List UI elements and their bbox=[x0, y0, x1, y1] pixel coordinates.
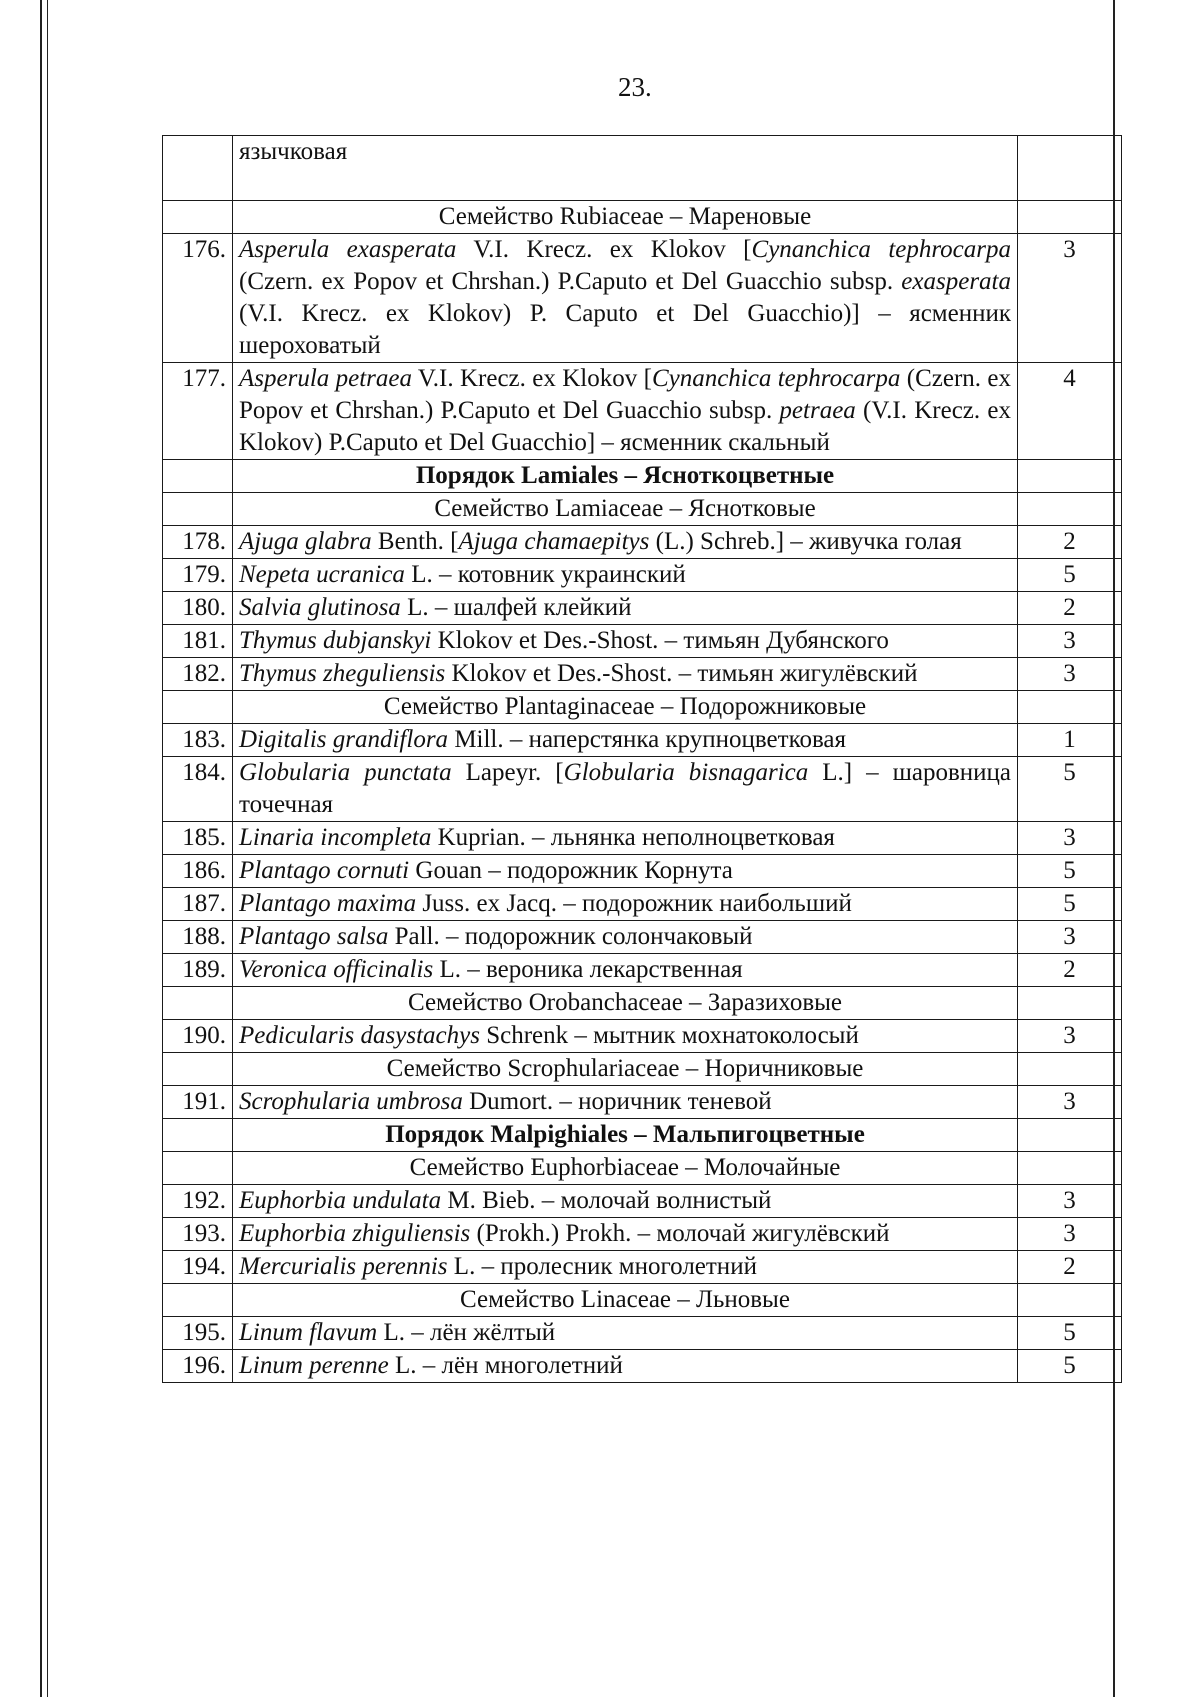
species-text: (V.I. Krecz. ex Klokov) P. Caputo et Del Guacchio)] – ясменник шероховатый bbox=[239, 300, 1011, 359]
species-text: V.I. Krecz. ex Klokov [ bbox=[412, 365, 652, 392]
rarity-category: 5 bbox=[1018, 1350, 1122, 1383]
species-text: (Czern. ex Popov et Chrshan.) P.Caputo et Del Guacchio subsp. bbox=[239, 268, 902, 295]
species-text: L. – котовник украинский bbox=[404, 561, 686, 588]
species-name bbox=[233, 658, 1018, 691]
species-text: V.I. Krecz. ex Klokov [ bbox=[456, 236, 752, 263]
table-row-species bbox=[163, 888, 1122, 921]
family-heading: Семейство Rubiaceae – Мареновые bbox=[233, 201, 1018, 234]
latin-name: Plantago cornuti bbox=[239, 857, 410, 884]
family-heading: Семейство Linaceae – Льновые bbox=[233, 1284, 1018, 1317]
species-number: 179. bbox=[163, 559, 233, 592]
latin-name: Nepeta ucranica bbox=[239, 561, 405, 588]
species-number: 192. bbox=[163, 1185, 233, 1218]
latin-name: Plantago maxima bbox=[239, 890, 417, 917]
rarity-category: 3 bbox=[1018, 1218, 1122, 1251]
latin-name: Cynanchica tephrocarpa bbox=[751, 236, 1012, 263]
order-heading: Порядок Malpighiales – Мальпигоцветные bbox=[233, 1119, 1018, 1152]
species-name bbox=[233, 1350, 1018, 1383]
species-text: L. – лён многолетний bbox=[388, 1352, 623, 1379]
num-cell bbox=[163, 201, 233, 234]
num-cell bbox=[163, 691, 233, 724]
table-row-species bbox=[163, 1185, 1122, 1218]
rarity-category: 3 bbox=[1018, 625, 1122, 658]
rarity-category: 5 bbox=[1018, 888, 1122, 921]
species-number: 193. bbox=[163, 1218, 233, 1251]
species-name bbox=[233, 526, 1018, 559]
latin-name: Thymus dubjanskyi bbox=[239, 627, 432, 654]
num-cell bbox=[163, 460, 233, 493]
category-cell bbox=[1018, 1284, 1122, 1317]
species-name bbox=[233, 1086, 1018, 1119]
species-text: M. Bieb. – молочай волнистый bbox=[441, 1187, 772, 1214]
table-row-species bbox=[163, 724, 1122, 757]
rarity-category: 3 bbox=[1018, 658, 1122, 691]
family-heading: Семейство Lamiaceae – Яснотковые bbox=[233, 493, 1018, 526]
latin-name: petraea bbox=[779, 397, 856, 424]
species-text: Pall. – подорожник солончаковый bbox=[388, 923, 753, 950]
latin-name: Veronica officinalis bbox=[239, 956, 434, 983]
latin-name: Ajuga chamaepitys bbox=[458, 528, 650, 555]
species-table bbox=[162, 135, 1122, 1383]
species-number: 194. bbox=[163, 1251, 233, 1284]
table-row-species bbox=[163, 658, 1122, 691]
rarity-category: 2 bbox=[1018, 954, 1122, 987]
rarity-category: 3 bbox=[1018, 1185, 1122, 1218]
num-cell bbox=[163, 136, 233, 201]
species-text: Lapeyr. [ bbox=[451, 759, 564, 786]
order-heading: Порядок Lamiales – Ясноткоцветные bbox=[233, 460, 1018, 493]
table-row-species bbox=[163, 559, 1122, 592]
species-number: 186. bbox=[163, 855, 233, 888]
family-heading: Семейство Scrophulariaceae – Норичниковые bbox=[233, 1053, 1018, 1086]
rarity-category: 5 bbox=[1018, 855, 1122, 888]
species-name bbox=[233, 592, 1018, 625]
table-row-family bbox=[163, 1284, 1122, 1317]
species-number: 176. bbox=[163, 234, 233, 363]
species-text: L.] – шаровница точечная bbox=[239, 759, 1012, 818]
species-number: 195. bbox=[163, 1317, 233, 1350]
table-row-species bbox=[163, 822, 1122, 855]
species-name bbox=[233, 888, 1018, 921]
species-name bbox=[233, 954, 1018, 987]
latin-name: exasperata bbox=[901, 268, 1011, 295]
category-cell bbox=[1018, 1053, 1122, 1086]
latin-name: Euphorbia undulata bbox=[239, 1187, 442, 1214]
num-cell bbox=[163, 1119, 233, 1152]
species-name bbox=[233, 559, 1018, 592]
species-text: Schrenk – мытник мохнатоколосый bbox=[479, 1022, 859, 1049]
species-name bbox=[233, 1218, 1018, 1251]
species-text: Mill. – наперстянка крупноцветковая bbox=[448, 726, 847, 753]
species-number: 182. bbox=[163, 658, 233, 691]
species-number: 187. bbox=[163, 888, 233, 921]
species-text: Dumort. – норичник теневой bbox=[462, 1088, 772, 1115]
rarity-category: 3 bbox=[1018, 1020, 1122, 1053]
num-cell bbox=[163, 1152, 233, 1185]
latin-name: Cynanchica tephrocarpa bbox=[651, 365, 901, 392]
latin-name: Plantago salsa bbox=[239, 923, 389, 950]
table-row-family bbox=[163, 691, 1122, 724]
species-text: Juss. ex Jacq. – подорожник наибольший bbox=[416, 890, 852, 917]
latin-name: Scrophularia umbrosa bbox=[239, 1088, 463, 1115]
species-text: Klokov et Des.-Shost. – тимьян Дубянского bbox=[431, 627, 889, 654]
num-cell bbox=[163, 987, 233, 1020]
species-number: 178. bbox=[163, 526, 233, 559]
table-row-species bbox=[163, 526, 1122, 559]
species-number: 191. bbox=[163, 1086, 233, 1119]
species-name bbox=[233, 1020, 1018, 1053]
species-text: L. – пролесник многолетний bbox=[447, 1253, 757, 1280]
table-row-species bbox=[163, 1218, 1122, 1251]
category-cell bbox=[1018, 136, 1122, 201]
species-text: Kuprian. – льнянка неполноцветковая bbox=[431, 824, 835, 851]
latin-name: Asperula petraea bbox=[239, 365, 413, 392]
table-row-species bbox=[163, 855, 1122, 888]
latin-name: Linum perenne bbox=[239, 1352, 389, 1379]
latin-name: Linaria incompleta bbox=[239, 824, 432, 851]
latin-name: Asperula exasperata bbox=[239, 236, 457, 263]
table-row-species bbox=[163, 954, 1122, 987]
rarity-category: 3 bbox=[1018, 822, 1122, 855]
table-row-family bbox=[163, 201, 1122, 234]
family-heading: Семейство Orobanchaceae – Заразиховые bbox=[233, 987, 1018, 1020]
species-name bbox=[233, 363, 1018, 460]
species-number: 188. bbox=[163, 921, 233, 954]
species-name bbox=[233, 724, 1018, 757]
species-name bbox=[233, 625, 1018, 658]
latin-name: Globularia bisnagarica bbox=[563, 759, 809, 786]
rarity-category: 2 bbox=[1018, 592, 1122, 625]
latin-name: Digitalis grandiflora bbox=[239, 726, 449, 753]
table-row-species bbox=[163, 1020, 1122, 1053]
table-row-species bbox=[163, 921, 1122, 954]
num-cell bbox=[163, 1284, 233, 1317]
table-row-species bbox=[163, 1086, 1122, 1119]
rarity-category: 3 bbox=[1018, 1086, 1122, 1119]
rarity-category: 3 bbox=[1018, 234, 1122, 363]
species-name bbox=[233, 757, 1018, 822]
table-row-family bbox=[163, 1152, 1122, 1185]
table-row-species bbox=[163, 1317, 1122, 1350]
category-cell bbox=[1018, 1152, 1122, 1185]
rarity-category: 2 bbox=[1018, 1251, 1122, 1284]
table-row-species bbox=[163, 757, 1122, 822]
category-cell bbox=[1018, 1119, 1122, 1152]
species-number: 180. bbox=[163, 592, 233, 625]
table-row-family bbox=[163, 987, 1122, 1020]
species-text: L. – лён жёлтый bbox=[377, 1319, 556, 1346]
table-body bbox=[163, 136, 1122, 1383]
rarity-category: 1 bbox=[1018, 724, 1122, 757]
num-cell bbox=[163, 493, 233, 526]
species-text: (L.) Schreb.] – живучка голая bbox=[649, 528, 962, 555]
latin-name: Linum flavum bbox=[239, 1319, 378, 1346]
table-row-continuation bbox=[163, 136, 1122, 201]
species-name bbox=[233, 855, 1018, 888]
rarity-category: 3 bbox=[1018, 921, 1122, 954]
table-row-family bbox=[163, 493, 1122, 526]
rarity-category: 4 bbox=[1018, 363, 1122, 460]
species-name bbox=[233, 234, 1018, 363]
species-text: Klokov et Des.-Shost. – тимьян жигулёвский bbox=[445, 660, 918, 687]
category-cell bbox=[1018, 201, 1122, 234]
scan-edge-line-left bbox=[40, 0, 42, 1697]
latin-name: Pedicularis dasystachys bbox=[239, 1022, 480, 1049]
species-number: 183. bbox=[163, 724, 233, 757]
table-row-family bbox=[163, 1053, 1122, 1086]
table-row-species bbox=[163, 1251, 1122, 1284]
latin-name: Euphorbia zhiguliensis bbox=[239, 1220, 471, 1247]
species-name bbox=[233, 822, 1018, 855]
rarity-category: 5 bbox=[1018, 559, 1122, 592]
species-number: 196. bbox=[163, 1350, 233, 1383]
latin-name: Globularia punctata bbox=[239, 759, 452, 786]
species-text: (V.I. Krecz. ex Klokov) P.Caputo et Del Guacchio] – ясменник скальный bbox=[239, 397, 1011, 456]
table-row-species bbox=[163, 592, 1122, 625]
scan-edge-line-left-inner bbox=[47, 0, 48, 1697]
table-row-order bbox=[163, 460, 1122, 493]
family-heading: Семейство Plantaginaceae – Подорожниковые bbox=[233, 691, 1018, 724]
species-name bbox=[233, 921, 1018, 954]
species-number: 185. bbox=[163, 822, 233, 855]
num-cell bbox=[163, 1053, 233, 1086]
species-text: Gouan – подорожник Корнута bbox=[409, 857, 733, 884]
species-name bbox=[233, 1185, 1018, 1218]
species-text: (Prokh.) Prokh. – молочай жигулёвский bbox=[470, 1220, 890, 1247]
category-cell bbox=[1018, 460, 1122, 493]
category-cell bbox=[1018, 691, 1122, 724]
species-number: 190. bbox=[163, 1020, 233, 1053]
table-row-order bbox=[163, 1119, 1122, 1152]
table-row-species bbox=[163, 625, 1122, 658]
continuation-text: язычковая bbox=[233, 136, 1018, 201]
family-heading: Семейство Euphorbiaceae – Молочайные bbox=[233, 1152, 1018, 1185]
rarity-category: 2 bbox=[1018, 526, 1122, 559]
species-number: 181. bbox=[163, 625, 233, 658]
species-number: 189. bbox=[163, 954, 233, 987]
latin-name: Mercurialis perennis bbox=[239, 1253, 448, 1280]
species-text: L. – вероника лекарственная bbox=[433, 956, 743, 983]
rarity-category: 5 bbox=[1018, 1317, 1122, 1350]
species-name bbox=[233, 1251, 1018, 1284]
species-text: Benth. [ bbox=[371, 528, 459, 555]
category-cell bbox=[1018, 987, 1122, 1020]
table-row-species bbox=[163, 234, 1122, 363]
latin-name: Thymus zheguliensis bbox=[239, 660, 446, 687]
species-number: 184. bbox=[163, 757, 233, 822]
species-number: 177. bbox=[163, 363, 233, 460]
species-name bbox=[233, 1317, 1018, 1350]
page-number: 23. bbox=[618, 72, 652, 102]
species-text: (Czern. ex Popov et Chrshan.) P.Caputo et Del Guacchio subsp. bbox=[239, 365, 1012, 424]
latin-name: Salvia glutinosa bbox=[239, 594, 401, 621]
latin-name: Ajuga glabra bbox=[239, 528, 372, 555]
table-row-species bbox=[163, 363, 1122, 460]
table-row-species bbox=[163, 1350, 1122, 1383]
category-cell bbox=[1018, 493, 1122, 526]
species-text: L. – шалфей клейкий bbox=[400, 594, 632, 621]
rarity-category: 5 bbox=[1018, 757, 1122, 822]
